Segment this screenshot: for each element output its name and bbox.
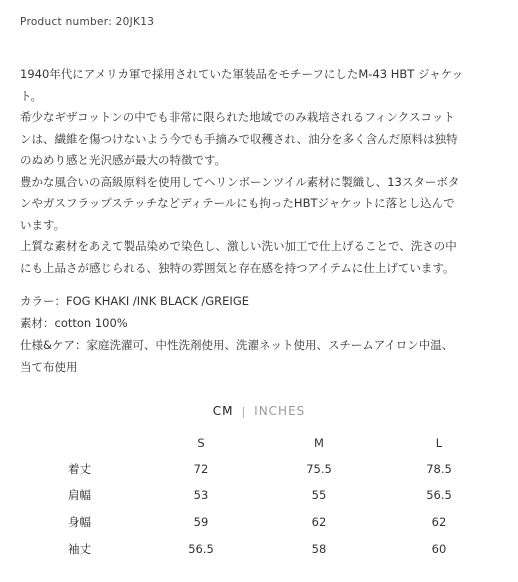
size-value: 59 [193,515,209,529]
description-line: のぬめり感と光沢感が最大の特徴です。 [20,153,227,167]
size-value: 75.5 [306,462,332,476]
size-row-label: 袖丈 [68,542,91,556]
spec-care: 仕様&ケア：家庭洗濯可、中性洗剤使用、洗濯ネット使用、スチームアイロン中温、 [20,338,454,352]
description-line: 1940年代にアメリカ軍で採用されていた軍装品をモチーフにしたM-43 HBT ジャケッ [20,67,464,81]
product-specs [20,290,512,378]
size-header-s: S [197,436,205,450]
unit-cm-button[interactable]: CM [212,404,234,418]
size-value: 62 [431,515,447,529]
size-value: 56.5 [426,488,452,502]
size-value: 58 [311,542,327,556]
size-value: 78.5 [426,462,452,476]
size-row-label: 肩幅 [68,488,91,502]
size-value: 72 [193,462,209,476]
size-row-label: 身幅 [68,515,91,529]
unit-toggle [0,404,518,418]
description-line: ンは、繊維を傷つけないよう今でも手摘みで収穫され、油分を多く含んだ原料は独特 [20,131,458,146]
size-header-m: M [314,436,324,450]
size-value: 62 [311,515,327,529]
description-line: ンやガスフラップステッチなどディテールにも拘ったHBTジャケットに落とし込んで [20,196,455,210]
spec-color: カラー：FOG KHAKI /INK BLACK /GREIGE [20,294,250,308]
description-line: ト。 [20,88,42,103]
description-line: 希少なギザコットンの中でも非常に限られた地域でのみ栽培されるフィンクスコット [20,110,455,124]
product-number: Product number: 20JK13 [20,16,155,28]
spec-care-continued: 当て布使用 [20,360,78,374]
size-value: 53 [193,488,209,502]
product-description [20,64,512,279]
description-line: います。 [20,217,66,232]
size-value: 60 [431,542,447,556]
size-value: 56.5 [188,542,214,556]
description-line: にも上品さが感じられる、独特の雰囲気と存在感を持つアイテムに仕上げています。 [20,260,455,275]
size-header-l: L [435,436,443,450]
description-line: 豊かな風合いの高級原料を使用してヘリンボーンツイル素材に製織し、13スターボタ [20,174,460,189]
spec-material: 素材：cotton 100% [20,316,128,330]
unit-inches-button[interactable]: INCHES [254,404,306,418]
unit-separator: | [241,405,247,418]
description-line: 上質な素材をあえて製品染めで染色し、激しい洗い加工で仕上げることで、洗さの中 [20,239,457,253]
size-row-label: 着丈 [68,462,91,476]
size-value: 55 [311,488,327,502]
